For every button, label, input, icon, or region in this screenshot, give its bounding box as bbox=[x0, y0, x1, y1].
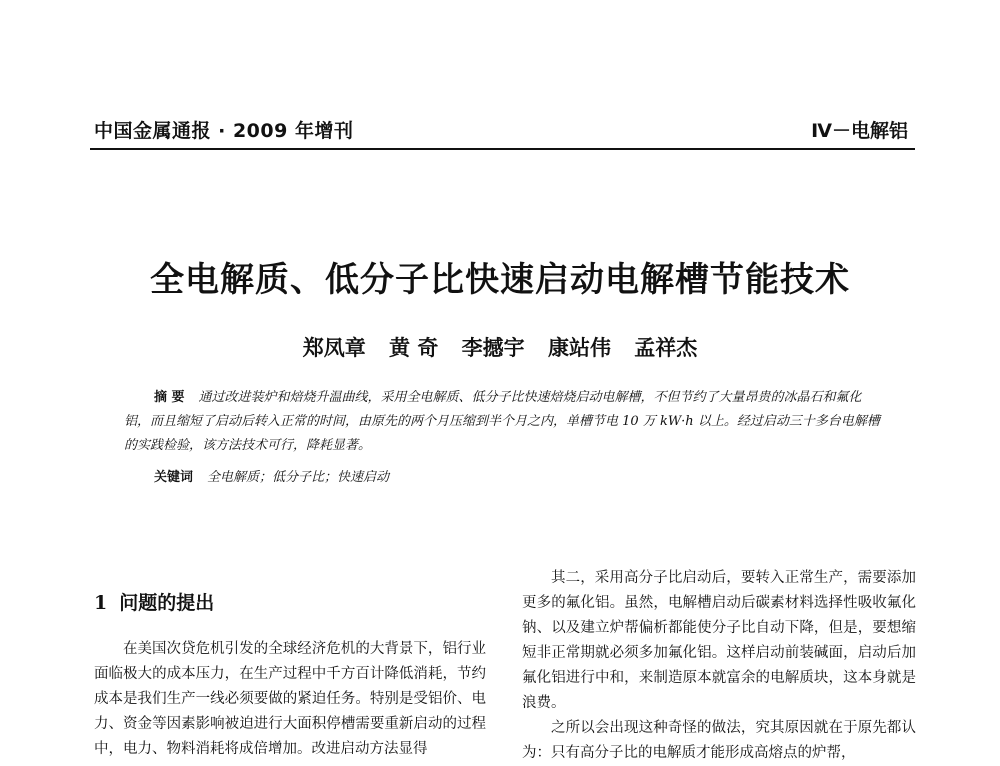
abstract-label: 摘 要 bbox=[154, 390, 185, 405]
left-column bbox=[94, 637, 486, 762]
abstract bbox=[124, 386, 884, 458]
section-heading bbox=[94, 588, 214, 615]
keywords bbox=[154, 466, 389, 485]
body-paragraph: 其二，采用高分子比启动后，要转入正常生产，需要添加更多的氟化铝。虽然，电解槽启动后碳素材料选择性吸收氟化钠、以及建立炉帮偏析都能使分子比自动下降，但是，要想缩短非正常期就必须多加氟化铝。这样启动前装碱面，启动后加氟化铝进行中和，来制造原本就富余的电解质块，这本身就是浪费。 bbox=[522, 570, 916, 711]
paper-title: 全电解质、低分子比快速启动电解槽节能技术 bbox=[150, 260, 850, 300]
keywords-text: 全电解质；低分子比；快速启动 bbox=[207, 470, 390, 485]
section-number: 1 bbox=[94, 592, 108, 614]
author: 康站伟 bbox=[547, 335, 611, 360]
section-title: 问题的提出 bbox=[119, 592, 215, 614]
keywords-label: 关键词 bbox=[154, 470, 194, 485]
body-paragraph: 在美国次贷危机引发的全球经济危机的大背景下，铝行业面临极大的成本压力，在生产过程中千方百计降低消耗，节约成本是我们生产一线必须要做的紧迫任务。特别是受铝价、电力、资金等因素影响被迫进行大面积停槽需要重新启动的过程中，电力、物料消耗将成倍增加。改进启动方法显得 bbox=[94, 641, 486, 757]
author-list bbox=[0, 332, 1000, 362]
abstract-text: 通过改进装炉和焙烧升温曲线，采用全电解质、低分子比快速焙烧启动电解槽，不但节约了大量昂贵的冰晶石和氟化铝，而且缩短了启动后转入正常的时间，由原先的两个月压缩到半个月之内，单槽节电 10 万 kW·h 以上。经过启动三十多台电解槽的实践检验，该方法技术可行，降耗显著。 bbox=[124, 390, 880, 453]
author: 黄 奇 bbox=[389, 335, 439, 360]
section-header: Ⅳ－电解铝 bbox=[811, 120, 908, 142]
header-rule bbox=[90, 148, 915, 150]
author: 李撼宇 bbox=[461, 335, 525, 360]
author: 孟祥杰 bbox=[634, 335, 698, 360]
body-paragraph: 之所以会出现这种奇怪的做法，究其原因就在于原先都认为：只有高分子比的电解质才能形成高熔点的炉帮， bbox=[522, 720, 916, 761]
author: 郑凤章 bbox=[302, 335, 366, 360]
journal-header: 中国金属通报 · 2009 年增刊 bbox=[94, 120, 354, 142]
right-column bbox=[522, 566, 916, 766]
